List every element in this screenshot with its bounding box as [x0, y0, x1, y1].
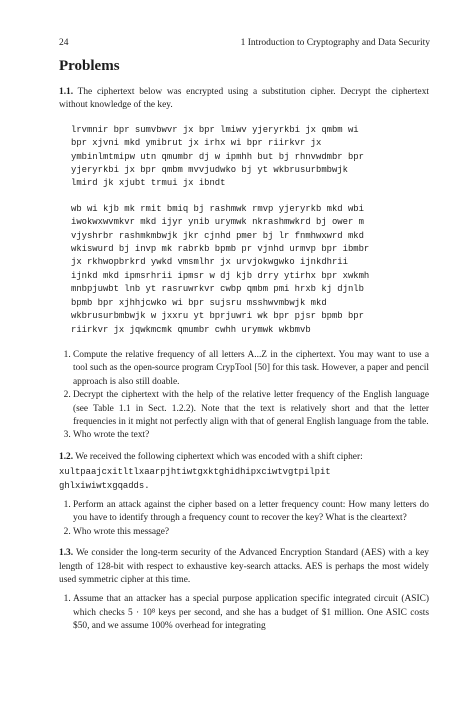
problem-1-2-list	[59, 499, 429, 539]
list-item: 1. Perform an attack against the cipher based on a letter frequency count: How many letters do you have to identify through a frequency count to recover the key? What is the cleartext?	[73, 499, 429, 526]
list-item: 3. Who wrote the text?	[73, 429, 429, 442]
problem-number: 1.1.	[59, 87, 74, 97]
problem-number: 1.2.	[59, 451, 74, 462]
section-title: Problems	[59, 58, 120, 74]
ciphertext-block-1: lrvmnir bpr sumvbwvr jx bpr lmiwv yjeryrkbi jx qmbm wi bpr xjvni mkd ymibrut jx irhx wi bpr riirkvr jx ymbinlmtmipw utn qmumbr dj w ipmhh but bj rhnvwdmbr bpr yjeryrkbi jx bpr qmbm mvvjudwko bj yt wkbrusurbmbwjk lmird jk xjubt trmui jx ibndt	[71, 124, 364, 189]
running-head	[59, 38, 430, 48]
problem-number: 1.3.	[59, 548, 74, 559]
problems-content	[59, 86, 429, 640]
ciphertext-block-2: wb wi kjb mk rmit bmiq bj rashmwk rmvp yjeryrkb mkd wbi iwokwxwvmkvr mkd ijyr ynib urymwk nkrashmwkrd bj ower m vjyshrbr rashmkmbwjk jkr cjnhd pmer bj lr fnmhwxwrd mkd wkiswurd bj invp mk rabrkb bpmb pr vjnhd urmvp bpr ibmbr jx rkhwopbrkrd ywkd vmsmlhr jx urvjokwgwko ijnkdhrii ijnkd mkd ipmsrhrii ipmsr w dj kjb drry ytirhx bpr xwkmh mnbpjuwbt lnb yt rasruwrkvr cwbp qmbm pmi hrxb kj djnlb bpmb bpr xjhhjcwko wi bpr sujsru msshwvmbwjk mkd wkbrusurbmbwjk w jxxru yt bprjuwri wk bpr pjsr bpmb bpr riirkvr jx jqwkmcmk qmumbr cwhh urymwk wkbmvb	[71, 203, 370, 335]
running-title: 1 Introduction to Cryptography and Data Security	[240, 38, 430, 48]
problem-text: The ciphertext below was encrypted using a substitution cipher. Decrypt the ciphertext without knowledge of the key.	[59, 87, 429, 111]
problem-1-1-statement	[59, 86, 429, 113]
shift-ciphertext: xultpaajcxitltlxaarpjhtiwtgxktghidhipxciwtvgtpilpit ghlxiwiwtxgqadds.	[59, 467, 331, 491]
problem-1-2	[59, 451, 429, 539]
problem-text: We consider the long-term security of the Advanced Encryption Standard (AES) with a key length of 128-bit with respect to exhaustive key-search attacks. AES is perhaps the most widely used symmetric cipher at this time.	[59, 548, 429, 585]
list-item: 2. Decrypt the ciphertext with the help of the relative letter frequency of the English language (see Table 1.1 in Sect. 1.2.2). Note that the text is relatively short and that the letter frequencies in it might not perfectly align with that of general English language from the table.	[73, 389, 429, 429]
problem-text: We received the following ciphertext which was encoded with a shift cipher:	[75, 451, 363, 462]
list-item: 1. Compute the relative frequency of all letters A...Z in the ciphertext. You may want to use a tool such as the open-source program CrypTool [50] for this task. However, a paper and pencil approach is also still doable.	[73, 349, 429, 389]
list-item: 1. Assume that an attacker has a special purpose application specific integrated circuit (ASIC) which checks 5 · 10⁸ keys per second, and she has a budget of $1 million. One ASIC costs $50, and we assume 100% overhead for integrating	[73, 593, 429, 633]
problem-1-1-list	[59, 349, 429, 443]
problem-1-3-list	[59, 593, 429, 633]
list-item: 2. Who wrote this message?	[73, 526, 429, 539]
problem-1-1	[59, 86, 429, 443]
problem-1-3-statement	[59, 547, 429, 587]
problem-1-2-statement	[59, 451, 429, 464]
problem-1-3	[59, 547, 429, 633]
page-number: 24	[59, 38, 69, 48]
